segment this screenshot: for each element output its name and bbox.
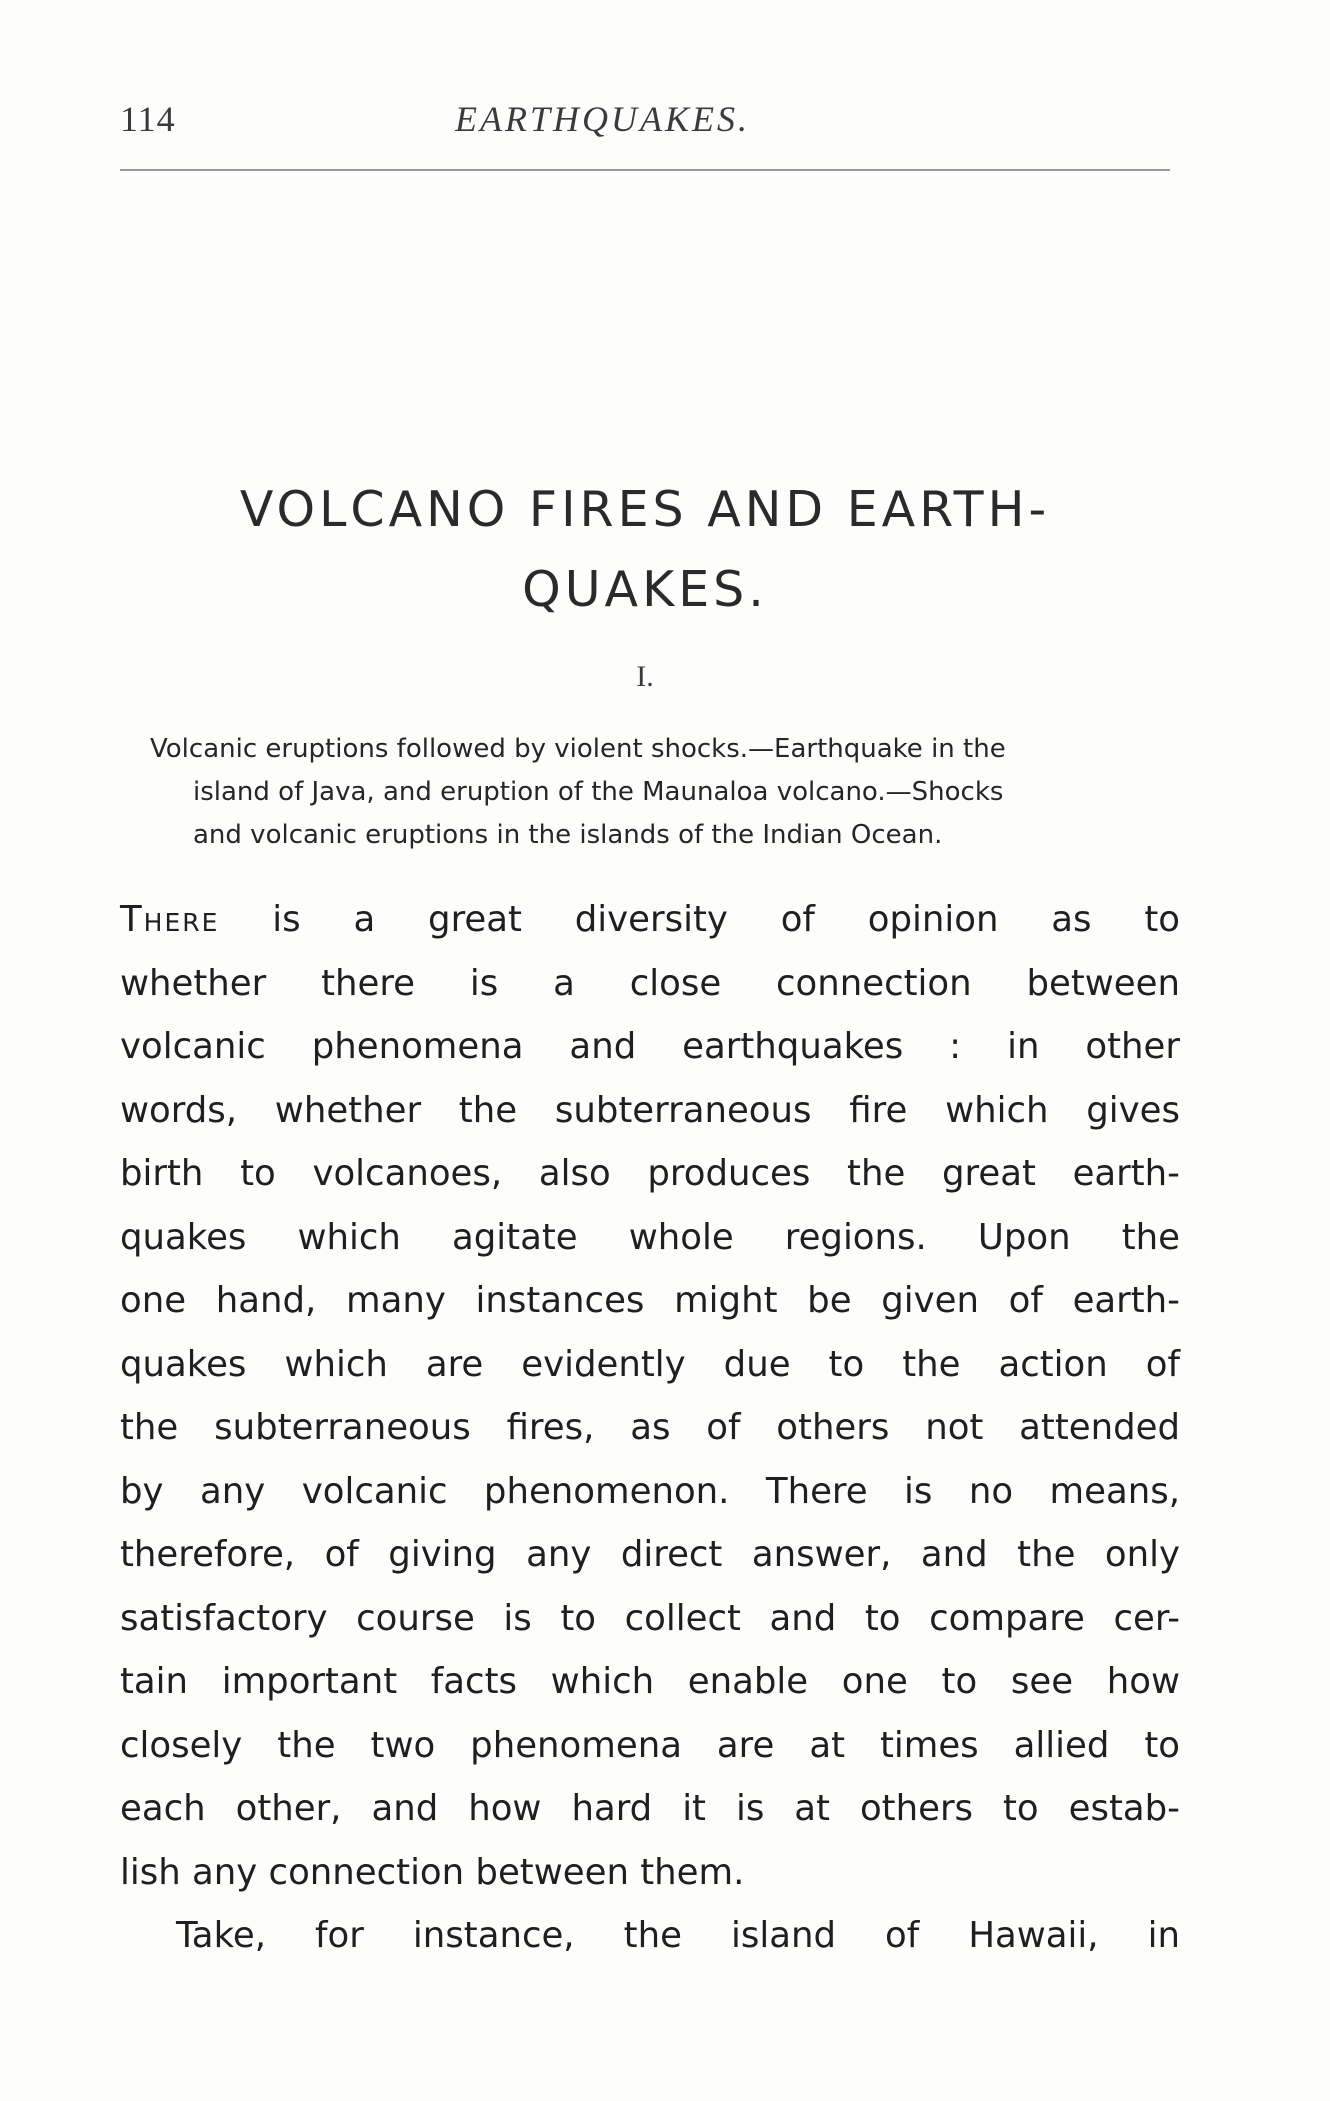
body-line: words, whether the subterraneous fire which gives [120, 1089, 1180, 1131]
body-line: satisfactory course is to collect and to compare cer- [120, 1597, 1180, 1639]
page-number: 114 [120, 99, 176, 139]
body-line [120, 888, 1180, 952]
body-line: Take, for instance, the island of Hawaii, in [176, 1915, 1180, 1956]
body-line: the subterraneous fires, as of others not attended [120, 1407, 1180, 1448]
header-rule [120, 169, 1170, 171]
chapter-title-line-2: QUAKES. [522, 561, 768, 618]
body-line: by any volcanic phenomenon. There is no means, [120, 1470, 1180, 1512]
body-line: lish any connection between them. [120, 1851, 745, 1893]
body-line: whether there is a close connection between [120, 962, 1180, 1004]
chapter-title-line-1: VOLCANO FIRES AND EARTH- [239, 481, 1051, 538]
body-line: one hand, many instances might be given of earth- [120, 1280, 1180, 1321]
section-number: I. [636, 660, 654, 693]
chapter-title [120, 470, 1170, 630]
body-line: tain important facts which enable one to see how [120, 1661, 1180, 1702]
opening-word: There [120, 899, 220, 940]
synopsis-line: island of Java, and eruption of the Maunaloa volcano.—Shocks [193, 777, 1004, 807]
running-head [120, 98, 1170, 148]
body-line: volcanic phenomena and earthquakes : in other [120, 1026, 1180, 1067]
body-line: therefore, of giving any direct answer, and the only [120, 1534, 1180, 1575]
body-line: birth to volcanoes, also produces the great earth- [120, 1153, 1180, 1194]
synopsis-line: Volcanic eruptions followed by violent shocks.—Earthquake in the [150, 734, 1006, 764]
chapter-synopsis [150, 728, 1180, 857]
body-text [120, 888, 1180, 1968]
first-line-rest: is a great diversity of opinion as to [219, 899, 1180, 940]
body-line: closely the two phenomena are at times allied to [120, 1724, 1180, 1766]
body-line: quakes which agitate whole regions. Upon the [120, 1216, 1180, 1258]
running-title: EARTHQUAKES. [455, 99, 750, 139]
body-line: each other, and how hard it is at others to estab- [120, 1788, 1180, 1829]
synopsis-line: and volcanic eruptions in the islands of the Indian Ocean. [193, 820, 943, 850]
body-line: quakes which are evidently due to the action of [120, 1343, 1180, 1385]
